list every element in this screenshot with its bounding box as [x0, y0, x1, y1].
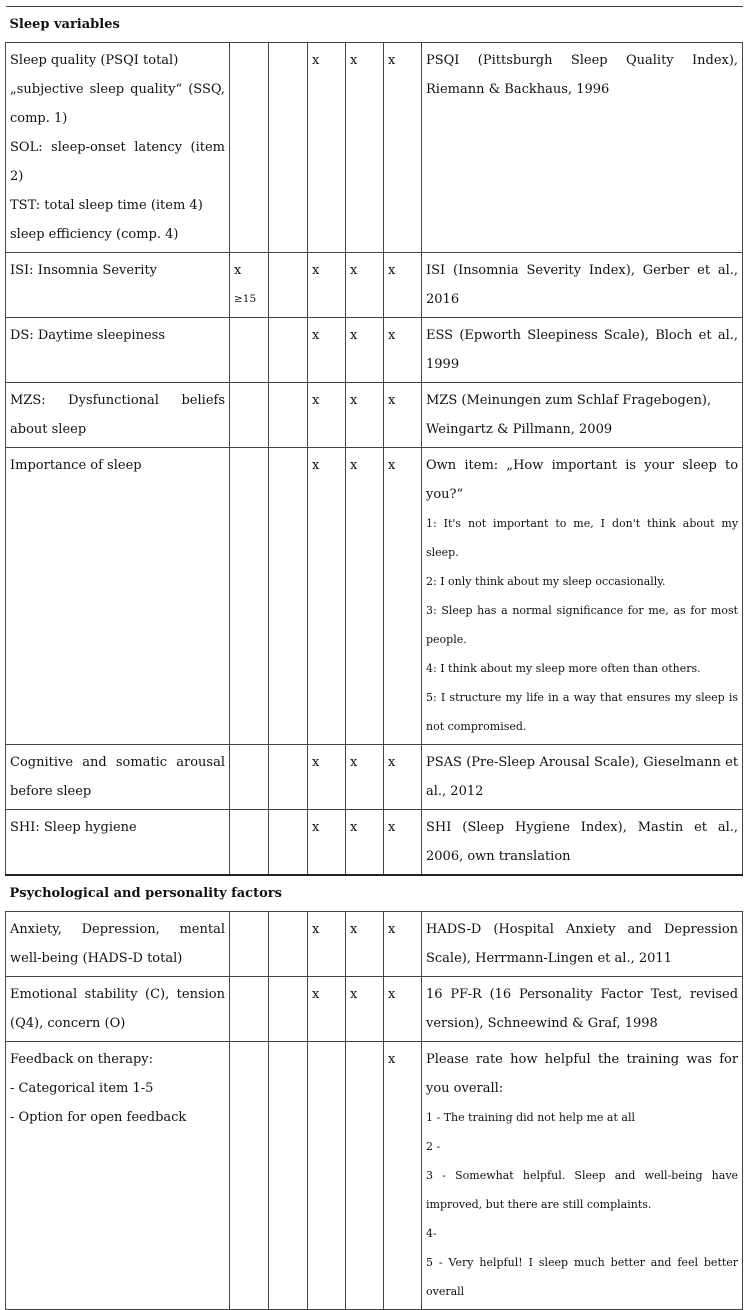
mark-cell: [269, 253, 308, 318]
mark-cell: x: [384, 745, 422, 810]
mark-cell: x: [308, 318, 346, 383]
mark-cell: x: [384, 383, 422, 448]
mark-cell: [269, 1042, 308, 1310]
variable-line: TST: total sleep time (item 4): [10, 198, 203, 213]
variable-line: SOL: sleep-onset latency (item 2): [10, 140, 225, 184]
mark-cell: [269, 43, 308, 253]
source-cell-importance: [422, 448, 743, 745]
variable-cell-feedback: [6, 1042, 230, 1310]
mark-cell: [230, 912, 269, 977]
section-row-psych: [6, 875, 743, 912]
variable-cell-psas: Cognitive and somatic arousal before sleep: [6, 745, 230, 810]
mark-cell: [230, 810, 269, 876]
variable-cell-shi: SHI: Sleep hygiene: [6, 810, 230, 876]
variable-line: Sleep quality (PSQI total): [10, 53, 179, 68]
mark-cell: x: [384, 912, 422, 977]
source-line: Weingartz & Pillmann, 2009: [426, 422, 613, 437]
mark-cell: [269, 745, 308, 810]
variable-line: - Option for open feedback: [10, 1110, 187, 1125]
mark-cell: x: [384, 448, 422, 745]
measures-table: [5, 6, 743, 1310]
answer-option: 2: I only think about my sleep occasionally.: [426, 575, 666, 588]
variable-cell-ds: DS: Daytime sleepiness: [6, 318, 230, 383]
answer-option: 5: I structure my life in a way that ensures my sleep is not compromised.: [426, 691, 739, 733]
mark-cell: [230, 43, 269, 253]
section-title-psych: Psychological and personality factors: [6, 875, 743, 912]
source-cell-mzs: [422, 383, 743, 448]
mark-cell: x: [308, 448, 346, 745]
source-cell-isi: ISI (Insomnia Severity Index), Gerber et al., 2016: [422, 253, 743, 318]
variable-line: Feedback on therapy:: [10, 1052, 154, 1067]
table-row-psas: [6, 745, 743, 810]
variable-cell-isi: ISI: Insomnia Severity: [6, 253, 230, 318]
mark-cell: x: [346, 383, 384, 448]
source-cell-feedback: [422, 1042, 743, 1310]
mark-cell: [230, 448, 269, 745]
mark-cell: [346, 1042, 384, 1310]
variable-line: - Categorical item 1-5: [10, 1081, 154, 1096]
source-cell-16pf: 16 PF-R (16 Personality Factor Test, revised version), Schneewind & Graf, 1998: [422, 977, 743, 1042]
answer-option: 1: It's not important to me, I don't think about my sleep.: [426, 517, 739, 559]
answer-option: 4-: [426, 1227, 437, 1240]
mark-cell: [269, 383, 308, 448]
mark-cell: x: [384, 43, 422, 253]
table-row-16pf: [6, 977, 743, 1042]
source-cell-ds: ESS (Epworth Sleepiness Scale), Bloch et al., 1999: [422, 318, 743, 383]
mark-cell: x: [308, 912, 346, 977]
mark-cell: [269, 977, 308, 1042]
mark-cell: x: [346, 810, 384, 876]
mark-cell: x: [308, 43, 346, 253]
mark-cell: x: [384, 1042, 422, 1310]
mark-cell: [230, 745, 269, 810]
mark-cell: x: [346, 43, 384, 253]
mark-cell-cutoff: [230, 253, 269, 318]
table-row-importance: [6, 448, 743, 745]
variable-cell-psqi: [6, 43, 230, 253]
mark-cell: [269, 318, 308, 383]
variable-cell-importance: Importance of sleep: [6, 448, 230, 745]
mark-cell: [230, 1042, 269, 1310]
answer-option: 5 - Very helpful! I sleep much better and feel better overall: [426, 1256, 739, 1298]
mark-cell: x: [346, 977, 384, 1042]
mark-cell: [230, 318, 269, 383]
answer-option: 1 - The training did not help me at all: [426, 1111, 635, 1124]
mark-cell: [269, 912, 308, 977]
source-line: MZS (Meinungen zum Schlaf Fragebogen),: [426, 393, 712, 408]
source-cell-psqi: PSQI (Pittsburgh Sleep Quality Index), Riemann & Backhaus, 1996: [422, 43, 743, 253]
mark-cell: x: [346, 253, 384, 318]
mark-cell: [269, 448, 308, 745]
mark-cell: [230, 383, 269, 448]
variable-line: „subjective sleep quality“ (SSQ, comp. 1): [10, 82, 225, 126]
variable-cell-hads: Anxiety, Depression, mental well-being (HADS-D total): [6, 912, 230, 977]
table-row-ds: [6, 318, 743, 383]
section-title-sleep: Sleep variables: [6, 7, 743, 43]
mark-cell: [230, 977, 269, 1042]
mark-cell: x: [308, 253, 346, 318]
table-row-isi: [6, 253, 743, 318]
table-row-hads: [6, 912, 743, 977]
answer-option: 3: Sleep has a normal significance for me, as for most people.: [426, 604, 739, 646]
mark-cell: x: [308, 383, 346, 448]
answer-option: 4: I think about my sleep more often than others.: [426, 662, 701, 675]
item-question: Own item: „How important is your sleep to you?“: [426, 458, 739, 502]
mark-cell: x: [346, 745, 384, 810]
mark-cell: x: [308, 977, 346, 1042]
table-row-psqi: [6, 43, 743, 253]
source-cell-hads: HADS-D (Hospital Anxiety and Depression Scale), Herrmann-Lingen et al., 2011: [422, 912, 743, 977]
source-cell-shi: SHI (Sleep Hygiene Index), Mastin et al., 2006, own translation: [422, 810, 743, 876]
table-row-feedback: [6, 1042, 743, 1310]
variable-cell-16pf: Emotional stability (C), tension (Q4), concern (O): [6, 977, 230, 1042]
table-row-mzs: [6, 383, 743, 448]
answer-option: 3 - Somewhat helpful. Sleep and well-being have improved, but there are still complaints.: [426, 1169, 739, 1211]
mark-cell: x: [308, 810, 346, 876]
source-cell-psas: PSAS (Pre-Sleep Arousal Scale), Gieselmann et al., 2012: [422, 745, 743, 810]
mark-cell: x: [384, 977, 422, 1042]
variable-cell-mzs: MZS: Dysfunctional beliefs about sleep: [6, 383, 230, 448]
section-row-sleep: [6, 7, 743, 43]
table-row-shi: [6, 810, 743, 876]
mark-cell: x: [308, 745, 346, 810]
mark-cell: x: [346, 318, 384, 383]
mark-cell: x: [384, 810, 422, 876]
mark-cell: x: [384, 318, 422, 383]
mark-cell: [308, 1042, 346, 1310]
answer-option: 2 -: [426, 1140, 441, 1153]
variable-line: sleep efficiency (comp. 4): [10, 227, 179, 242]
mark-cell: x: [346, 448, 384, 745]
mark-cell: x: [346, 912, 384, 977]
mark-cell: [269, 810, 308, 876]
mark-cell: x: [384, 253, 422, 318]
mark: x: [234, 263, 242, 278]
cutoff-value: ≥15: [234, 293, 257, 305]
item-question: Please rate how helpful the training was for you overall:: [426, 1052, 739, 1096]
